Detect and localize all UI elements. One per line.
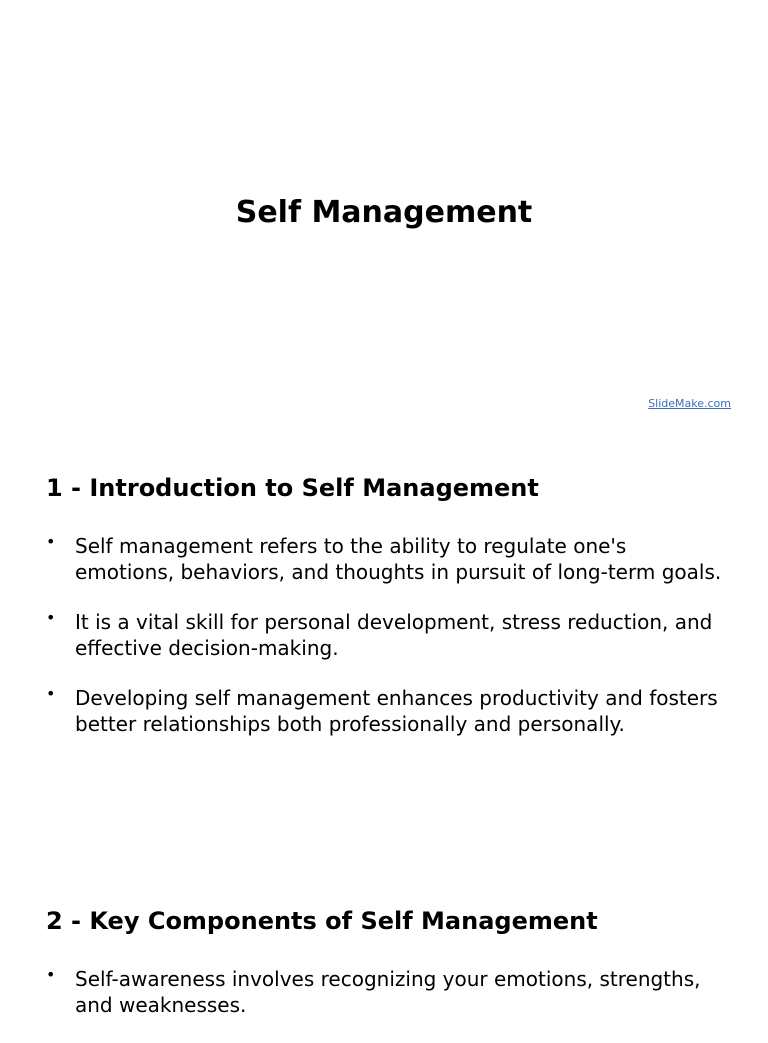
bullet-item — [46, 686, 726, 737]
slidemake-link[interactable]: SlideMake.com — [648, 397, 731, 410]
bullet-icon: • — [46, 684, 56, 704]
bullet-icon: • — [46, 532, 56, 551]
section-key-components — [46, 905, 726, 1043]
bullet-icon: • — [46, 965, 56, 984]
bullet-list — [46, 967, 726, 1018]
bullet-item — [46, 967, 726, 1018]
bullet-item — [46, 610, 726, 661]
section-heading: 1 - Introduction to Self Management — [46, 474, 539, 502]
section-introduction — [46, 472, 726, 763]
bullet-icon: • — [46, 608, 56, 628]
bullet-text: Self management refers to the ability to regulate one's emotions, behaviors, and thoughts in pursuit of long-term goals. — [75, 534, 722, 584]
bullet-list — [46, 534, 726, 738]
bullet-item — [46, 534, 726, 585]
bullet-text: It is a vital skill for personal development, stress reduction, and effective decision-making. — [75, 610, 713, 660]
bullet-text: Self-awareness involves recognizing your emotions, strengths, and weaknesses. — [75, 967, 701, 1017]
page-title: Self Management — [235, 195, 533, 230]
section-heading: 2 - Key Components of Self Management — [46, 907, 598, 935]
bullet-text: Developing self management enhances productivity and fosters better relationships both professionally and personally. — [75, 686, 718, 736]
